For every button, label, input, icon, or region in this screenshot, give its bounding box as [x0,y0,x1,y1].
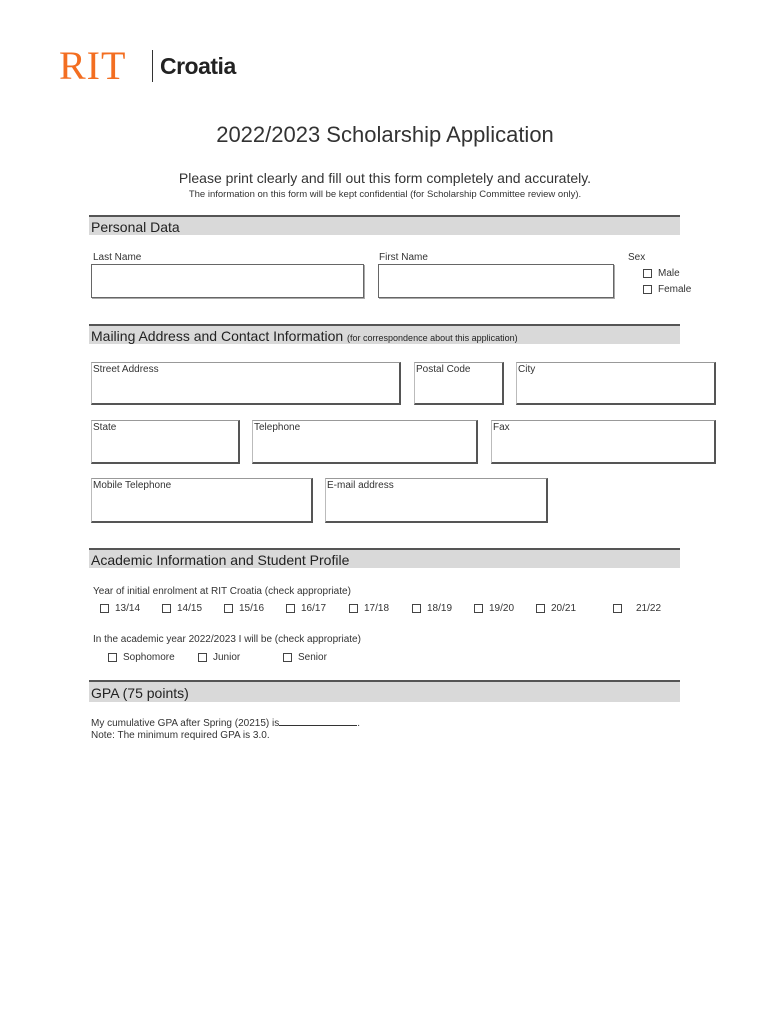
year-label: 17/18 [364,603,390,614]
year-label: 13/14 [115,603,141,614]
year-option-16-17[interactable] [286,603,326,614]
checkbox-male[interactable] [643,269,652,278]
postal-code-label: Postal Code [416,364,471,375]
female-label: Female [658,284,692,295]
section-personal-heading: Personal Data [91,219,180,235]
first-name-label: First Name [379,252,428,263]
state-label: State [93,422,117,433]
year-option-17-18[interactable] [349,603,389,614]
year-checkbox[interactable] [349,604,358,613]
year-label: 21/22 [636,603,662,614]
telephone-label: Telephone [254,422,301,433]
state-field[interactable] [91,420,240,464]
logo-croatia: Croatia [160,53,236,79]
gpa-line [91,716,360,729]
year-option-13-14[interactable] [100,603,140,614]
section-mailing-heading: Mailing Address and Contact Information [91,328,344,344]
first-name-field[interactable] [378,264,614,298]
city-label: City [518,364,536,375]
standing-label: Senior [298,652,327,663]
year-label: 15/16 [239,603,265,614]
section-gpa [89,680,680,702]
page-title: 2022/2023 Scholarship Application [216,122,554,147]
year-option-19-20[interactable] [474,603,514,614]
year-checkbox[interactable] [100,604,109,613]
last-name-label: Last Name [93,252,142,263]
gpa-line-prefix: My cumulative GPA after Spring (20215) is [91,718,280,729]
year-option-18-19[interactable] [412,603,452,614]
logo-rit: RIT [59,43,127,88]
postal-code-field[interactable] [414,362,504,405]
year-option-15-16[interactable] [224,603,264,614]
telephone-field[interactable] [252,420,478,464]
section-academic [89,548,680,568]
sex-option-female[interactable] [643,284,691,295]
section-gpa-heading: GPA (75 points) [91,685,189,701]
year-label: 19/20 [489,603,515,614]
street-address-field[interactable] [91,362,401,405]
instructions: Please print clearly and fill out this form completely and accurately. [178,170,592,186]
year-checkbox[interactable] [474,604,483,613]
year-option-21-22[interactable] [613,603,661,614]
gpa-blank-field[interactable] [279,716,357,726]
fax-field[interactable] [491,420,716,464]
standing-label: Junior [213,652,241,663]
standing-checkbox[interactable] [283,653,292,662]
year-option-20-21[interactable] [536,603,576,614]
section-academic-heading: Academic Information and Student Profile [91,552,350,568]
city-field[interactable] [516,362,716,405]
enrolment-question: Year of initial enrolment at RIT Croatia (check appropriate) [93,586,351,597]
year-checkbox[interactable] [286,604,295,613]
year-checkbox[interactable] [224,604,233,613]
email-label: E-mail address [327,480,394,491]
sex-label: Sex [628,252,646,263]
mobile-telephone-field[interactable] [91,478,313,523]
year-label: 20/21 [551,603,577,614]
logo-divider [152,50,153,82]
year-label: 16/17 [301,603,327,614]
gpa-minimum-note: Note: The minimum required GPA is 3.0. [91,730,270,741]
section-mailing-note: (for correspondence about this application) [347,333,518,343]
gpa-line-suffix: . [357,718,361,729]
checkbox-female[interactable] [643,285,652,294]
standing-option-senior[interactable] [283,652,327,663]
standing-checkbox[interactable] [198,653,207,662]
fax-label: Fax [493,422,510,433]
standing-label: Sophomore [123,652,175,663]
year-option-14-15[interactable] [162,603,202,614]
standing-checkbox[interactable] [108,653,117,662]
standing-option-sophomore[interactable] [108,652,175,663]
year-checkbox[interactable] [613,604,622,613]
mobile-telephone-label: Mobile Telephone [93,480,172,491]
year-label: 14/15 [177,603,203,614]
section-mailing [89,324,680,344]
year-checkbox[interactable] [412,604,421,613]
section-personal-data [89,215,680,235]
sex-option-male[interactable] [643,268,680,279]
year-checkbox[interactable] [162,604,171,613]
male-label: Male [658,268,680,279]
email-field[interactable] [325,478,548,523]
year-label: 18/19 [427,603,453,614]
year-checkbox[interactable] [536,604,545,613]
confidential-note: The information on this form will be kept confidential (for Scholarship Committee review only). [188,189,582,200]
street-address-label: Street Address [93,364,159,375]
standing-option-junior[interactable] [198,652,240,663]
last-name-field[interactable] [91,264,364,298]
standing-question: In the academic year 2022/2023 I will be (check appropriate) [93,634,361,645]
